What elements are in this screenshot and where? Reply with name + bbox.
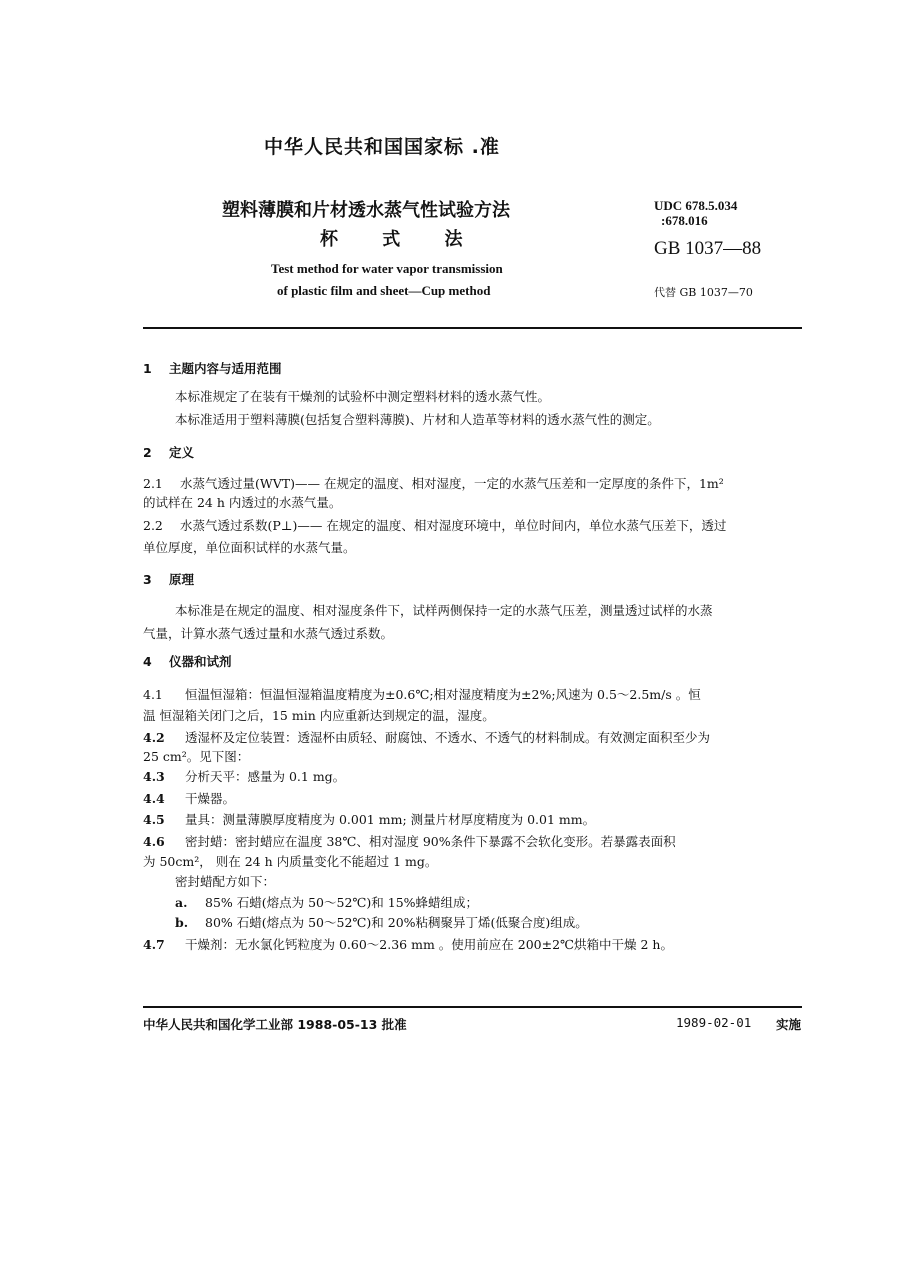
header-divider (143, 327, 802, 329)
gb-standard-number: GB 1037—88 (654, 238, 762, 259)
clause-4-7-text: 干燥剂：无水氯化钙粒度为 0.60～2.36 mm 。使用前应在 200±2℃烘箱中干燥 2 h。 (185, 937, 673, 952)
section-4-heading (143, 652, 232, 670)
replaces-standard: 代替 GB 1037—70 (654, 286, 753, 299)
clause-4-6-text: 密封蜡：密封蜡应在温度 38℃、相对湿度 90%条件下暴露不会软化变形。若暴露表面积 (185, 834, 676, 849)
section-3-title: 原理 (169, 572, 195, 587)
document-title: 塑料薄膜和片材透水蒸气性试验方法 (222, 200, 510, 221)
clause-2-1-line-2: 的试样在 24 h 内透过的水蒸气量。 (143, 495, 342, 510)
section-1-paragraph-1: 本标准规定了在装有干燥剂的试验杯中测定塑料材料的透水蒸气性。 (175, 389, 551, 404)
document-subtitle: 杯 式 法 (320, 229, 465, 250)
clause-2-1-number: 2.1 (143, 476, 163, 491)
section-2-number: 2 (143, 445, 152, 460)
clause-4-5 (143, 808, 803, 831)
clause-4-6-line-3: 密封蜡配方如下： (175, 874, 276, 889)
wax-formula-b-text: 80% 石蜡(熔点为 50～52℃)和 20%粘稠聚异丁烯(低聚合度)组成。 (205, 915, 588, 930)
clause-4-2-number: 4.2 (143, 730, 165, 745)
section-4-number: 4 (143, 654, 152, 669)
english-title-line-2: of plastic film and sheet—Cup method (277, 283, 491, 298)
clause-2-2-line-1 (143, 514, 803, 537)
clause-4-5-text: 量具：测量薄膜厚度精度为 0.001 mm; 测量片材厚度精度为 0.01 mm。 (185, 812, 596, 827)
clause-4-1-line-1 (143, 683, 803, 706)
section-2-title: 定义 (169, 445, 195, 460)
clause-2-2-line-2: 单位厚度，单位面积试样的水蒸气量。 (143, 540, 356, 555)
clause-2-2-text: 水蒸气透过系数(P⊥)—— 在规定的温度、相对湿度环境中，单位时间内，单位水蒸气压差下，透过 (180, 518, 727, 533)
clause-4-4-text: 干燥器。 (185, 791, 236, 806)
clause-4-3-text: 分析天平：感量为 0.1 mg。 (185, 769, 346, 784)
clause-4-2-line-2: 25 cm²。见下图： (143, 749, 250, 764)
udc-code-line-2: :678.016 (661, 213, 708, 228)
udc-code-line-1: UDC 678.5.034 (654, 198, 738, 213)
section-4-title: 仪器和试剂 (169, 654, 232, 669)
clause-4-6-number: 4.6 (143, 834, 165, 849)
wax-formula-a-label: a. (175, 895, 188, 910)
clause-4-1-text: 恒温恒湿箱：恒温恒湿箱温度精度为±0.6℃;相对湿度精度为±2%;风速为 0.5～2.5m/s 。恒 (185, 687, 701, 702)
section-3-number: 3 (143, 572, 152, 587)
wax-formula-a-text: 85% 石蜡(熔点为 50～52℃)和 15%蜂蜡组成； (205, 895, 479, 910)
clause-4-7-number: 4.7 (143, 937, 165, 952)
clause-4-6-line-2: 为 50cm²， 则在 24 h 内质量变化不能超过 1 mg。 (143, 854, 438, 869)
section-3-paragraph-line-2: 气量，计算水蒸气透过量和水蒸气透过系数。 (143, 626, 394, 641)
wax-formula-b-label: b. (175, 915, 189, 930)
clause-2-2-number: 2.2 (143, 518, 163, 533)
implementation-date: 1989-02-01 (676, 1015, 752, 1030)
section-2-heading (143, 443, 194, 461)
clause-4-7 (143, 933, 803, 956)
section-1-title: 主题内容与适用范围 (169, 361, 282, 376)
issuing-organization: 中华人民共和国国家标 .准 (264, 136, 500, 158)
clause-4-3 (143, 765, 803, 788)
section-1-number: 1 (143, 361, 152, 376)
clause-2-1-text: 水蒸气透过量(WVT)—— 在规定的温度、相对湿度，一定的水蒸气压差和一定厚度的条件下，1m² (180, 476, 724, 491)
section-1-heading (143, 359, 282, 377)
clause-4-4 (143, 787, 803, 810)
wax-formula-b (175, 911, 835, 934)
clause-4-1-line-2: 温 恒湿箱关闭门之后，15 min 内应重新达到规定的温，湿度。 (143, 708, 495, 723)
english-title-line-1: Test method for water vapor transmission (271, 261, 503, 276)
section-3-heading (143, 570, 194, 588)
clause-4-4-number: 4.4 (143, 791, 165, 806)
clause-4-5-number: 4.5 (143, 812, 165, 827)
clause-4-1-number: 4.1 (143, 687, 163, 702)
section-1-paragraph-2: 本标准适用于塑料薄膜(包括复合塑料薄膜)、片材和人造革等材料的透水蒸气性的测定。 (175, 412, 660, 427)
implementation-label: 实施 (776, 1017, 802, 1032)
approval-statement: 中华人民共和国化学工业部 1988-05-13 批准 (143, 1017, 407, 1032)
clause-4-2-text: 透湿杯及定位装置：透湿杯由质轻、耐腐蚀、不透水、不透气的材料制成。有效测定面积至少为 (185, 730, 711, 745)
clause-4-3-number: 4.3 (143, 769, 165, 784)
footer-divider (143, 1006, 802, 1008)
section-3-paragraph-line-1: 本标准是在规定的温度、相对湿度条件下，试样两侧保持一定的水蒸气压差，测量透过试样的水蒸 (175, 603, 713, 618)
